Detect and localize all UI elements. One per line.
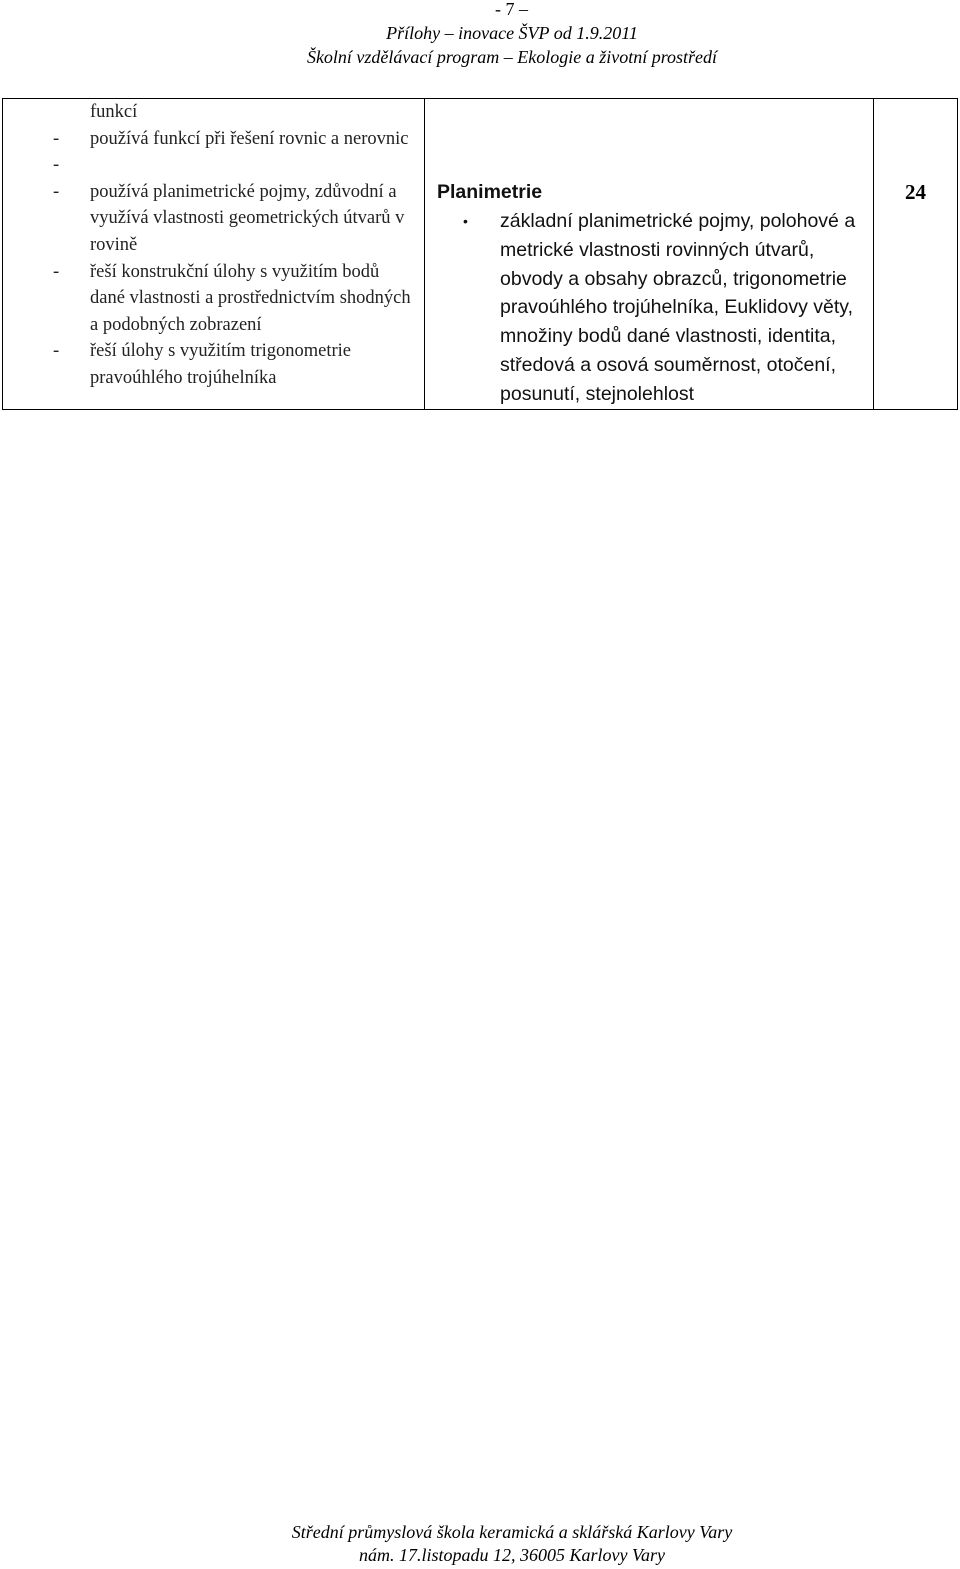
- outcomes-list: [3, 99, 424, 400]
- hours-value: 24: [905, 180, 926, 204]
- bullet-icon: •: [463, 213, 468, 229]
- table-row: [3, 99, 958, 410]
- list-item-text: používá funkcí při řešení rovnic a nerovnic: [90, 128, 409, 149]
- page-number: - 7 –: [495, 0, 528, 19]
- list-item: [3, 338, 424, 391]
- list-item-text: používá planimetrické pojmy, zdůvodní a využívá vlastnosti geometrických útvarů v rovině: [90, 181, 405, 255]
- header-subtitle: Přílohy – inovace ŠVP od 1.9.2011: [386, 23, 638, 43]
- header-program: Školní vzdělávací program – Ekologie a životní prostředí: [306, 47, 718, 67]
- topics-cell: [425, 99, 874, 410]
- topic-content-text: základní planimetrické pojmy, polohové a metrické vlastnosti rovinných útvarů, obvody a obsahy obrazců, trigonometrie pravoúhlého trojúhelníka, Euklidovy věty, množiny bodů dané vlastnosti, identita, středová a osová souměrnost, otočení, posunutí, stejnolehlost: [500, 210, 856, 405]
- list-dash: -: [53, 155, 60, 176]
- curriculum-table: [2, 98, 958, 410]
- list-item-text: funkcí: [90, 102, 138, 122]
- footer-address: nám. 17.listopadu 12, 36005 Karlovy Vary: [359, 1545, 665, 1565]
- list-item: [3, 99, 424, 126]
- list-item: [3, 126, 424, 153]
- list-item-text: řeší úlohy s využitím trigonometrie pravoúhlého trojúhelníka: [90, 341, 352, 388]
- list-dash: -: [53, 261, 60, 282]
- list-dash: -: [53, 181, 60, 202]
- list-item: [3, 259, 424, 339]
- list-item: [3, 152, 424, 179]
- topic-title: Planimetrie: [437, 181, 543, 203]
- outcomes-cell: [3, 99, 425, 410]
- list-dash: -: [53, 341, 60, 362]
- footer-school: Střední průmyslová škola keramická a sklářská Karlovy Vary: [291, 1522, 733, 1542]
- topic-content: [425, 207, 873, 409]
- list-dash: -: [53, 128, 60, 149]
- list-item: [3, 179, 424, 259]
- hours-cell: [874, 99, 958, 410]
- list-item-text: řeší konstrukční úlohy s využitím bodů dané vlastnosti a prostřednictvím shodných a podobných zobrazení: [90, 261, 411, 335]
